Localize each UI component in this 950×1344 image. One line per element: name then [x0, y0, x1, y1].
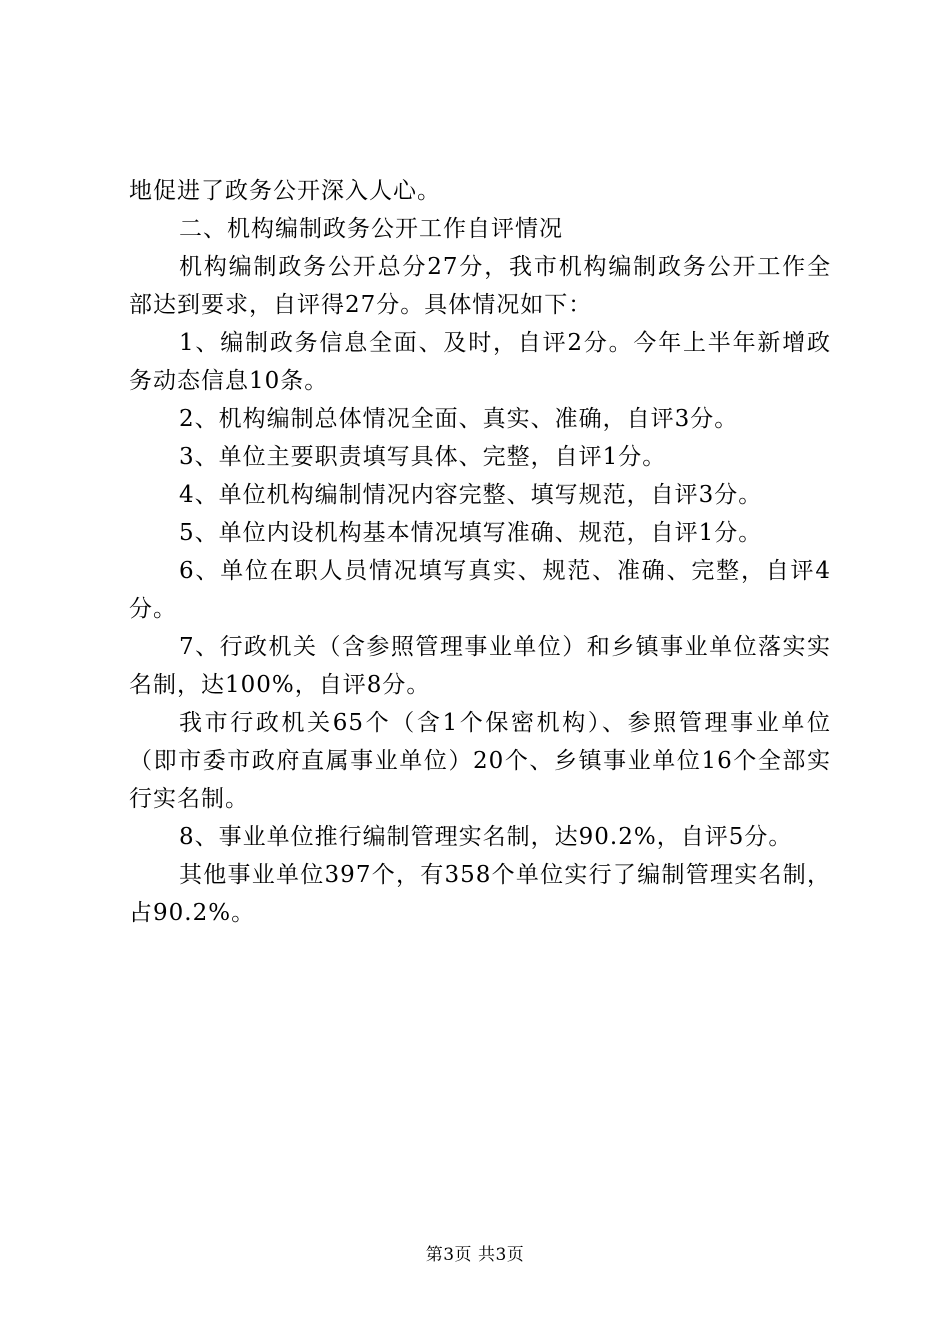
paragraph-administrative-detail: 我市行政机关65个（含1个保密机构）、参照管理事业单位（即市委市政府直属事业单位）20个、乡镇事业单位16个全部实行实名制。 [129, 710, 831, 812]
paragraph-continuation: 地促进了政务公开深入人心。 [129, 178, 441, 204]
paragraph-institution-detail: 其他事业单位397个，有358个单位实行了编制管理实名制，占90.2%。 [129, 862, 831, 926]
page-footer [0, 1243, 950, 1267]
list-item-6: 6、单位在职人员情况填写真实、规范、准确、完整，自评4分。 [129, 558, 831, 622]
paragraph-total-score: 机构编制政务公开总分27分，我市机构编制政务公开工作全部达到要求，自评得27分。具体情况如下： [129, 254, 831, 318]
list-item-2: 2、机构编制总体情况全面、真实、准确，自评3分。 [179, 406, 739, 432]
list-item-7: 7、行政机关（含参照管理事业单位）和乡镇事业单位落实实名制，达100%，自评8分。 [129, 634, 831, 698]
list-item-5: 5、单位内设机构基本情况填写准确、规范，自评1分。 [179, 520, 763, 546]
list-item-8: 8、事业单位推行编制管理实名制，达90.2%，自评5分。 [179, 824, 793, 850]
list-item-3: 3、单位主要职责填写具体、完整，自评1分。 [179, 444, 667, 470]
list-item-4: 4、单位机构编制情况内容完整、填写规范，自评3分。 [179, 482, 763, 508]
page-number-label: 第3页 共3页 [425, 1245, 525, 1265]
section-heading-self-evaluation: 二、机构编制政务公开工作自评情况 [179, 216, 563, 242]
document-body [129, 172, 831, 932]
list-item-1: 1、编制政务信息全面、及时，自评2分。今年上半年新增政务动态信息10条。 [129, 330, 831, 394]
